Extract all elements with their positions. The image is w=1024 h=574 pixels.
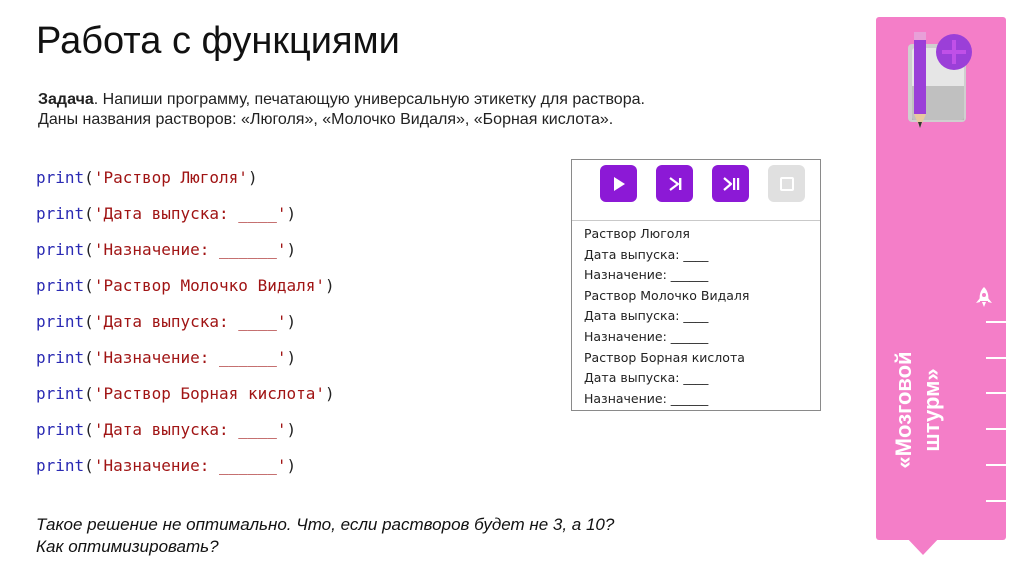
page-title: Работа с функциями xyxy=(36,20,400,62)
sidebar-label-line-2: штурм» xyxy=(919,368,944,452)
step-over-icon xyxy=(721,175,741,193)
run-button[interactable] xyxy=(600,165,637,202)
rocket-icon xyxy=(975,286,993,308)
ruler-tick xyxy=(986,428,1006,430)
task-description xyxy=(38,90,838,130)
code-keyword: print xyxy=(36,240,85,259)
code-keyword: print xyxy=(36,312,85,331)
code-keyword: print xyxy=(36,276,85,295)
console-line: Раствор Молочко Видаля xyxy=(584,287,750,303)
code-keyword: print xyxy=(36,168,85,187)
ruler-tick xyxy=(986,357,1006,359)
run-icon xyxy=(610,175,628,193)
task-line-2: Даны названия растворов: «Люголя», «Молочко Видаля», «Борная кислота». xyxy=(38,111,614,128)
code-string: 'Назначение: ______' xyxy=(93,456,287,475)
note-line-2: Как оптимизировать? xyxy=(36,537,219,556)
console-toolbar xyxy=(572,160,820,221)
console-line: Дата выпуска: ____ xyxy=(584,308,709,324)
console-line: Дата выпуска: ____ xyxy=(584,370,709,386)
code-line: print('Раствор Люголя') xyxy=(36,168,258,187)
code-string: 'Дата выпуска: ____' xyxy=(93,312,287,331)
step-icon xyxy=(666,175,684,193)
code-string: 'Назначение: ______' xyxy=(93,348,287,367)
code-line: print('Раствор Молочко Видаля') xyxy=(36,276,335,295)
code-string: 'Назначение: ______' xyxy=(93,240,287,259)
conclusion-note xyxy=(36,514,796,558)
code-string: 'Раствор Люголя' xyxy=(93,168,248,187)
code-string: 'Дата выпуска: ____' xyxy=(93,420,287,439)
code-block xyxy=(36,166,335,490)
code-line: print('Дата выпуска: ____') xyxy=(36,312,297,331)
console-line: Дата выпуска: ____ xyxy=(584,246,709,262)
code-keyword: print xyxy=(36,348,85,367)
code-line: print('Раствор Борная кислота') xyxy=(36,384,335,403)
ruler-tick xyxy=(986,500,1006,502)
code-line: print('Дата выпуска: ____') xyxy=(36,204,297,223)
step-button[interactable] xyxy=(656,165,693,202)
task-line-1: . Напиши программу, печатающую универсальную этикетку для раствора. xyxy=(93,91,645,108)
sidebar-label xyxy=(890,300,970,520)
notebook-pencil-icon xyxy=(902,32,974,128)
code-string: 'Дата выпуска: ____' xyxy=(93,204,287,223)
console-line: Назначение: ______ xyxy=(584,267,709,283)
code-line: print('Назначение: ______') xyxy=(36,456,297,475)
ruler-tick xyxy=(986,464,1006,466)
code-line: print('Назначение: ______') xyxy=(36,348,297,367)
step-over-button[interactable] xyxy=(712,165,749,202)
code-keyword: print xyxy=(36,384,85,403)
code-line: print('Дата выпуска: ____') xyxy=(36,420,297,439)
code-keyword: print xyxy=(36,420,85,439)
console-line: Назначение: ______ xyxy=(584,390,709,406)
code-keyword: print xyxy=(36,456,85,475)
note-line-1: Такое решение не оптимально. Что, если растворов будет не 3, а 10? xyxy=(36,515,615,534)
console-line: Назначение: ______ xyxy=(584,328,709,344)
ruler-tick xyxy=(986,321,1006,323)
code-line: print('Назначение: ______') xyxy=(36,240,297,259)
ruler-tick xyxy=(986,392,1006,394)
console-line: Раствор Борная кислота xyxy=(584,349,745,365)
stop-button[interactable] xyxy=(768,165,805,202)
console-panel xyxy=(571,159,821,411)
console-line: Раствор Люголя xyxy=(584,226,690,241)
task-label: Задача xyxy=(38,91,94,108)
sidebar-label-line-1: «Мозговой xyxy=(891,351,916,469)
code-keyword: print xyxy=(36,204,85,223)
stop-icon xyxy=(778,175,796,193)
code-string: 'Раствор Молочко Видаля' xyxy=(93,276,325,295)
sidebar-tail xyxy=(905,536,941,555)
code-string: 'Раствор Борная кислота' xyxy=(93,384,325,403)
console-output xyxy=(572,221,820,409)
